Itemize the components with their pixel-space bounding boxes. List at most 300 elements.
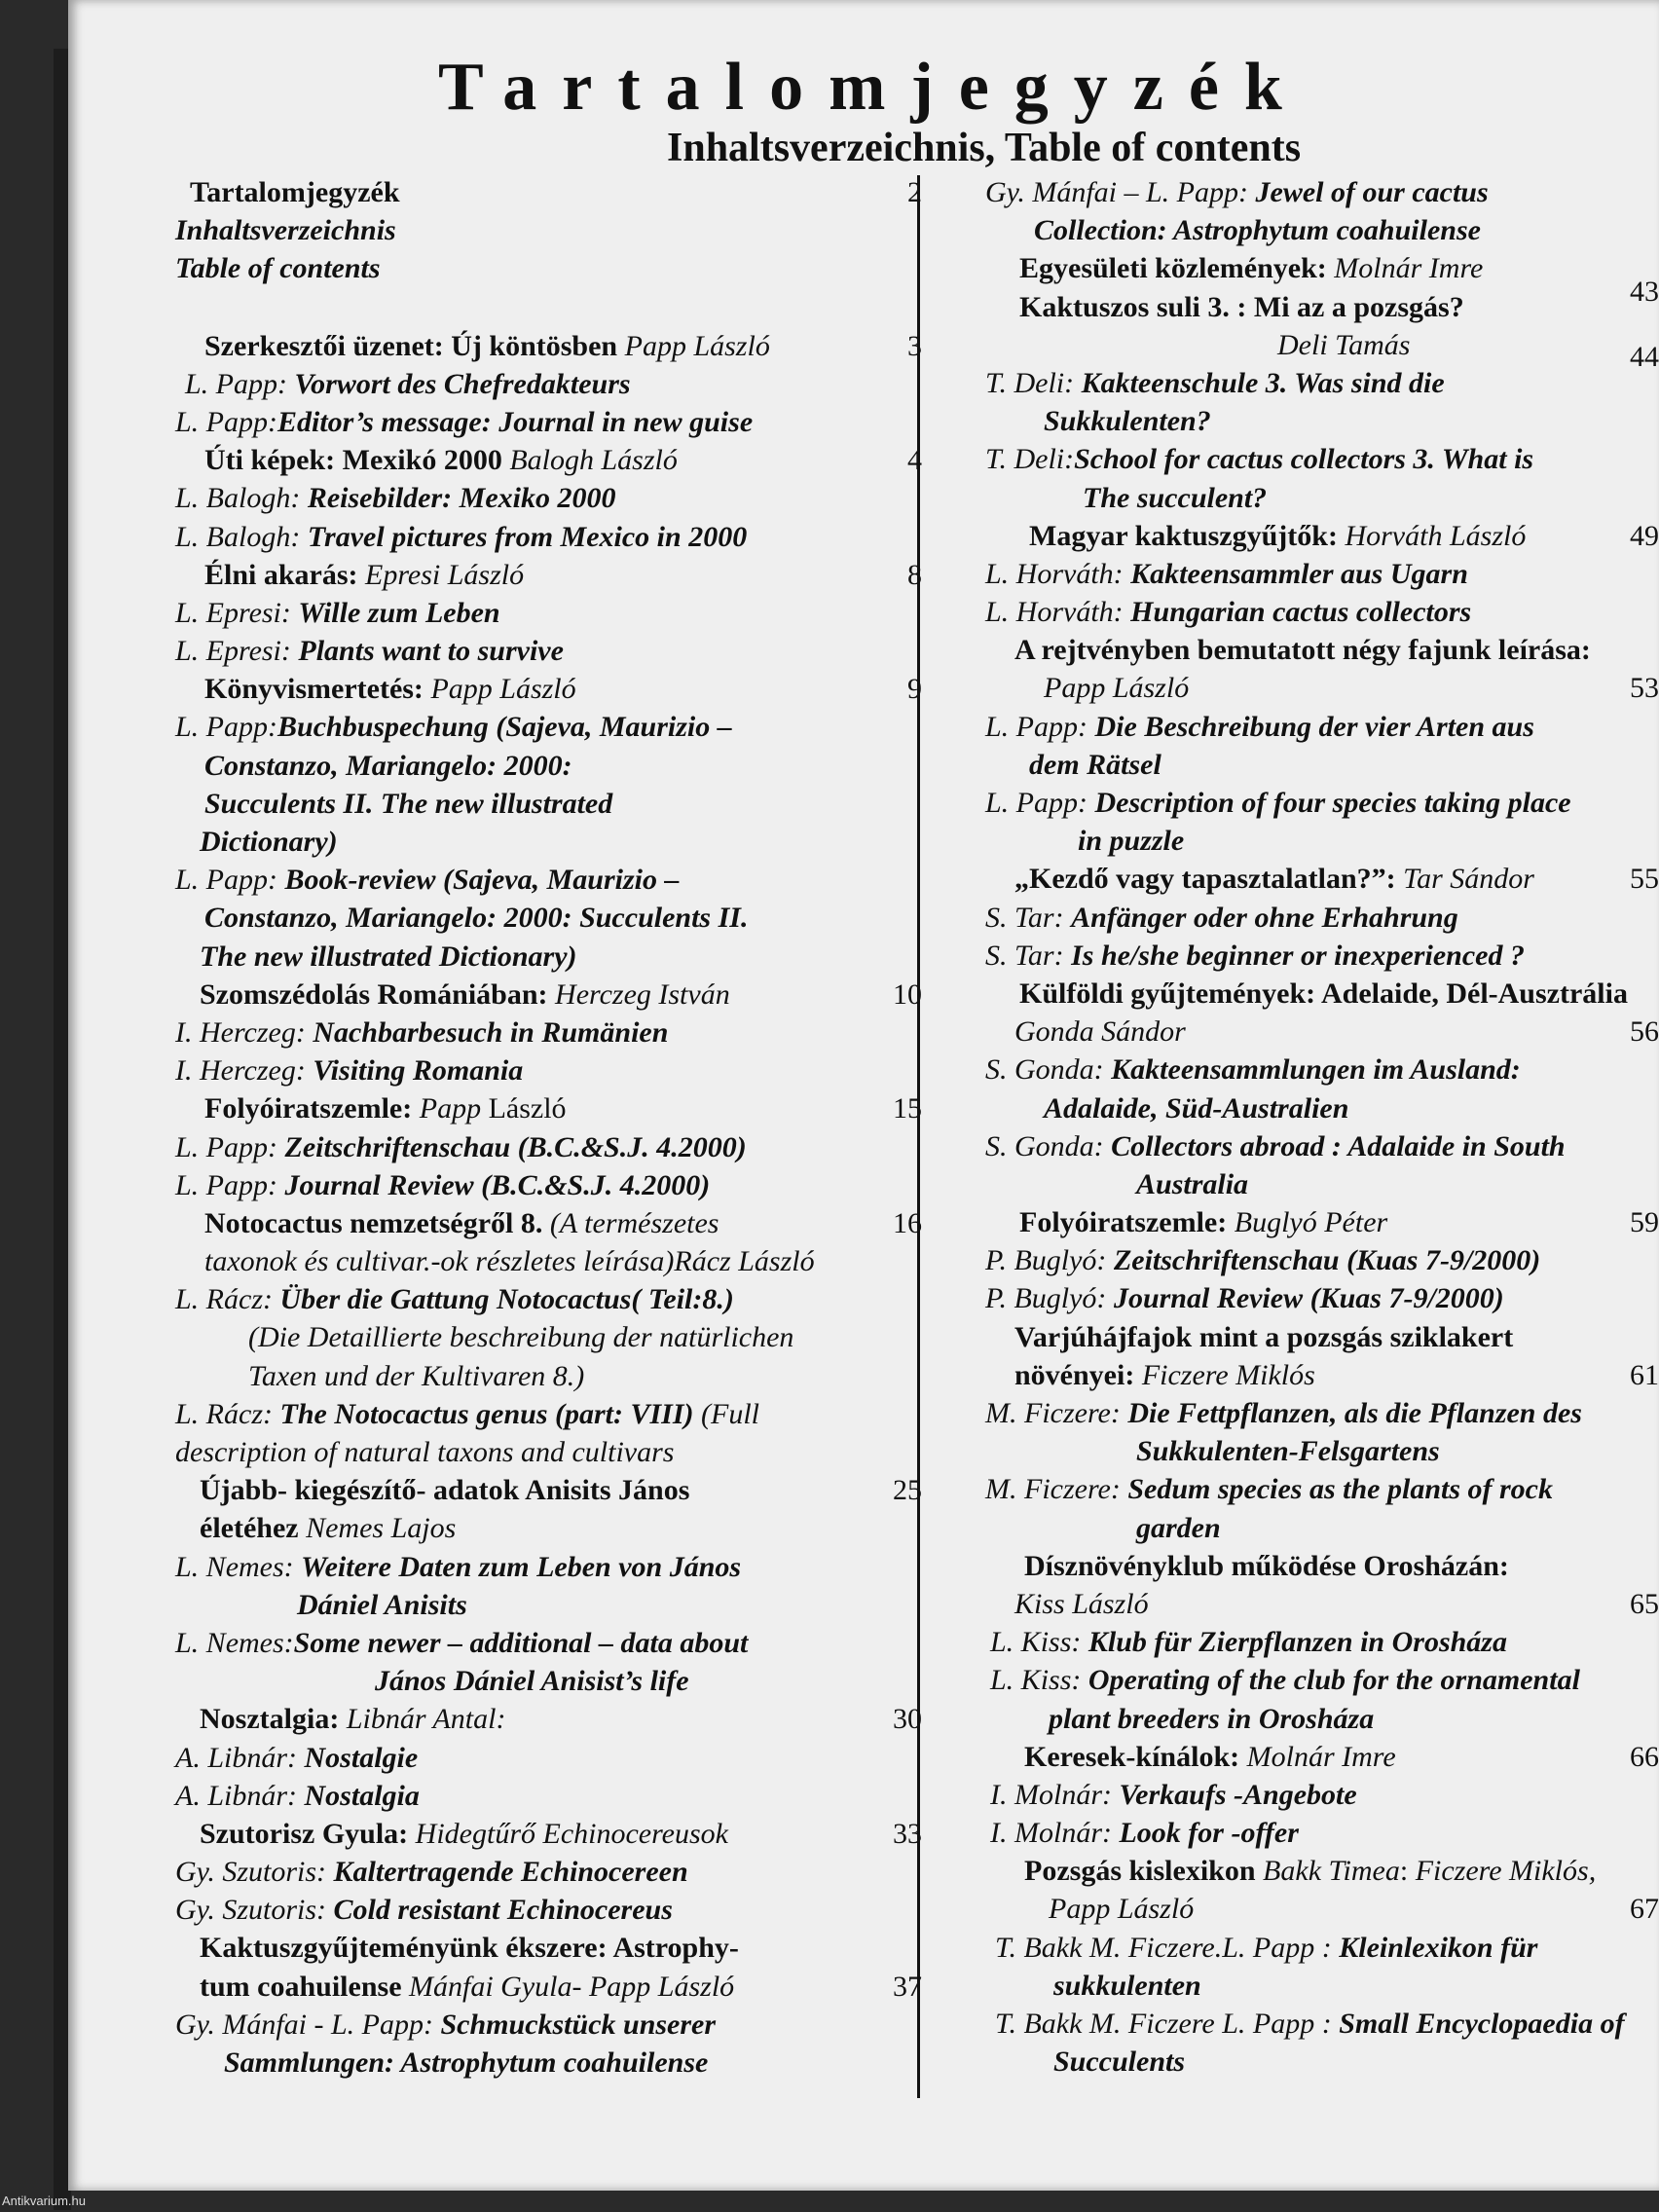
toc-line — [917, 1318, 1657, 1356]
toc-text: (A természetes — [549, 1206, 719, 1239]
toc-text: Kakteensammlungen im Ausland: — [1111, 1053, 1521, 1087]
toc-text: Gonda Sándor — [1014, 1015, 1186, 1049]
toc-line — [161, 441, 910, 479]
toc-page-number: 4 — [907, 444, 922, 477]
toc-text: Egyesületi közlemények: — [1019, 252, 1335, 285]
toc-text: dem Rätsel — [1029, 748, 1161, 781]
toc-text: Kaltertragende Echinocereen — [333, 1856, 688, 1889]
toc-line — [161, 1624, 910, 1662]
toc-text: I. Molnár: — [990, 1817, 1120, 1850]
page-subtitle: Inhaltsverzeichnis, Table of contents — [667, 126, 1302, 170]
toc-text: Újabb- kiegészítő- adatok Anisits János — [200, 1474, 690, 1507]
toc-text: Dániel Anisits — [297, 1588, 467, 1621]
toc-text: Look for -offer — [1119, 1817, 1299, 1850]
toc-line — [917, 1623, 1657, 1661]
toc-text: L. Papp: — [175, 405, 277, 438]
toc-entry — [161, 1815, 922, 1930]
toc-text: Külföldi gyűjtemények: Adelaide, Dél-Ausztrália — [1019, 977, 1628, 1010]
toc-page-number: 44 — [1630, 340, 1659, 373]
toc-text: Deli Tamás — [1277, 328, 1411, 361]
toc-text: Zeitschriftenschau (B.C.&S.J. 4.2000) — [284, 1130, 747, 1163]
toc-text: taxonok és cultivar.-ok részletes leírása)Rácz László — [204, 1245, 815, 1278]
toc-text: L. Rácz: — [175, 1397, 280, 1430]
toc-text: Klub für Zierpflanzen in Orosháza — [1088, 1626, 1507, 1659]
toc-text: Folyóiratszemle: — [204, 1092, 420, 1125]
toc-line — [917, 1394, 1657, 1432]
toc-text: L. Nemes: — [175, 1626, 294, 1659]
toc-text: Szomszédolás Romániában: — [200, 977, 556, 1011]
toc-text: Wille zum Leben — [298, 596, 500, 629]
toc-page-number: 8 — [907, 558, 922, 591]
toc-text: L. Horváth: — [985, 596, 1131, 629]
toc-text: Pozsgás kislexikon — [1024, 1855, 1264, 1888]
toc-page-number: 43 — [1630, 275, 1659, 308]
page-title: Tartalomjegyzék — [438, 50, 1308, 125]
toc-line — [161, 479, 910, 517]
toc-line — [161, 1777, 910, 1815]
toc-line — [917, 479, 1657, 517]
toc-page-number: 65 — [1630, 1587, 1659, 1620]
toc-page-number: 61 — [1630, 1358, 1659, 1391]
toc-line — [161, 1662, 910, 1700]
toc-text: L. Papp: — [985, 710, 1095, 743]
toc-text: L. Horváth: — [985, 557, 1131, 590]
toc-text: Kiss László — [1014, 1587, 1149, 1620]
toc-entry — [161, 441, 922, 556]
toc-text: M. Ficzere: — [985, 1473, 1128, 1506]
toc-text: Dísznövényklub működése Orosházán: — [1024, 1549, 1509, 1582]
toc-text: Kaktuszgyűjteményünk ékszere: Astrophy- — [200, 1932, 739, 1965]
toc-text: Nostalgie — [304, 1741, 419, 1774]
toc-text: Description of four species taking place — [1094, 787, 1571, 819]
toc-text: S. Tar: — [985, 939, 1072, 972]
toc-text: Magyar kaktuszgyűjtők: — [1029, 519, 1346, 552]
toc-text: A rejtvényben bemutatott négy fajunk leírása: — [1014, 634, 1591, 667]
toc-text: The Notocactus genus (part: VIII) — [279, 1397, 702, 1430]
toc-text: Sammlungen: Astrophytum coahuilense — [224, 2046, 709, 2079]
toc-entry — [161, 556, 922, 671]
toc-text: Kakteenschule 3. Was sind die — [1081, 366, 1445, 399]
toc-text: Collection: Astrophytum coahuilense — [1034, 214, 1481, 247]
toc-entry — [917, 1318, 1657, 1547]
toc-text: L. Papp: — [175, 1130, 285, 1163]
toc-text: Sedum species as the plants of rock — [1127, 1473, 1553, 1506]
toc-line — [161, 1433, 910, 1471]
toc-line — [917, 784, 1657, 822]
toc-entry — [917, 1203, 1657, 1318]
toc-line — [161, 1242, 910, 1280]
toc-line — [917, 555, 1657, 593]
toc-text: Mánfai Gyula- Papp László — [409, 1970, 735, 2003]
toc-text: Reisebilder: Mexiko 2000 — [307, 482, 616, 515]
toc-page-number: 9 — [907, 673, 922, 706]
toc-text: Die Beschreibung der vier Arten aus — [1094, 710, 1534, 743]
toc-line — [917, 1852, 1657, 1890]
toc-line — [161, 1968, 910, 2006]
toc-text: Editor’s message: Journal in new guise — [277, 405, 754, 438]
toc-text: Visiting Romania — [313, 1054, 524, 1088]
toc-line — [917, 1738, 1657, 1776]
toc-text: Collectors abroad : Adalaide in South — [1111, 1129, 1566, 1162]
toc-text: Balogh László — [509, 444, 678, 477]
toc-line — [917, 1890, 1657, 1928]
toc-text: Plants want to survive — [298, 635, 564, 668]
toc-entry — [917, 1738, 1657, 1853]
toc-text: Vorwort des Chefredakteurs — [294, 367, 631, 400]
toc-text: L. Papp: — [985, 787, 1095, 819]
toc-text: Cold resistant Echinocereus — [333, 1894, 673, 1927]
toc-line — [161, 1815, 910, 1853]
toc-page-number: 33 — [893, 1817, 922, 1850]
toc-line — [917, 1585, 1657, 1623]
toc-line — [917, 708, 1657, 746]
toc-text: Gy. Szutoris: — [175, 1894, 334, 1927]
toc-line — [917, 899, 1657, 937]
toc-text: Keresek-kínálok: — [1024, 1740, 1247, 1773]
toc-text: Nostalgia — [304, 1779, 420, 1812]
toc-line — [161, 1166, 910, 1204]
toc-text: Folyóiratszemle: — [1019, 1206, 1235, 1239]
watermark: Antikvarium.hu — [2, 2194, 86, 2208]
toc-line — [917, 517, 1657, 555]
toc-text: Table of contents — [175, 252, 381, 285]
toc-line — [161, 938, 910, 976]
toc-page-number: 10 — [893, 977, 922, 1011]
toc-line — [161, 211, 910, 249]
toc-text: L. Epresi: — [175, 635, 299, 668]
toc-line — [917, 1279, 1657, 1317]
toc-line — [161, 403, 910, 441]
toc-line — [161, 249, 910, 287]
toc-line — [917, 173, 1657, 211]
toc-text: Sukkulenten-Felsgartens — [1136, 1435, 1440, 1468]
toc-line — [917, 326, 1657, 364]
toc-text: Succulents II. The new illustrated — [204, 787, 613, 820]
toc-line — [161, 1700, 910, 1738]
toc-line — [917, 364, 1657, 402]
toc-text: in puzzle — [1078, 825, 1185, 858]
toc-line — [161, 1471, 910, 1509]
toc-text: Kakteensammler aus Ugarn — [1130, 557, 1468, 590]
toc-entry — [917, 173, 1657, 249]
toc-line — [917, 746, 1657, 784]
toc-text: Operating of the club for the ornamental — [1088, 1664, 1580, 1697]
toc-text: Anfänger oder ohne Erhahrung — [1071, 901, 1458, 934]
toc-text: T. Deli: — [985, 443, 1075, 476]
toc-entry — [917, 517, 1657, 632]
toc-line — [161, 708, 910, 746]
toc-text: Inhaltsverzeichnis — [175, 214, 396, 247]
toc-text: növényei: — [1014, 1358, 1142, 1391]
toc-line — [917, 1165, 1657, 1203]
toc-text: Kaktuszos suli 3. : Mi az a pozsgás? — [1019, 290, 1464, 323]
toc-line — [917, 860, 1657, 898]
toc-line — [161, 1548, 910, 1586]
toc-text: I. Herczeg: — [175, 1054, 313, 1088]
toc-entry — [161, 327, 922, 442]
toc-text: Epresi László — [365, 558, 525, 591]
toc-line — [161, 594, 910, 632]
toc-text: Papp László — [1049, 1893, 1195, 1926]
left-column — [161, 173, 922, 2082]
toc-text: I. Herczeg: — [175, 1015, 313, 1049]
toc-line — [917, 1013, 1657, 1051]
toc-line — [161, 2044, 910, 2082]
toc-line — [161, 747, 910, 785]
toc-line — [917, 1051, 1657, 1088]
toc-line — [917, 1203, 1657, 1241]
toc-text: János Dániel Anisist’s life — [375, 1665, 689, 1698]
toc-text: L. Rácz: — [175, 1283, 280, 1316]
toc-text: Zeitschriftenschau (Kuas 7-9/2000) — [1113, 1244, 1541, 1277]
toc-text: L. Papp: — [175, 1168, 285, 1201]
toc-line — [161, 2006, 910, 2044]
toc-line — [161, 976, 910, 1014]
toc-text: Papp — [419, 1092, 489, 1125]
toc-text: Varjúhájfajok mint a pozsgás sziklakert — [1014, 1320, 1514, 1353]
toc-line — [161, 899, 910, 937]
toc-line — [161, 1089, 910, 1127]
toc-line — [161, 1014, 910, 1051]
toc-text: Notocactus nemzetségről 8. — [204, 1206, 550, 1239]
toc-text: Úti képek: Mexikó 2000 — [204, 444, 510, 477]
toc-text: (Die Detaillierte beschreibung der natürlichen — [248, 1321, 794, 1354]
toc-line — [161, 861, 910, 899]
toc-text: Nachbarbesuch in Rumänien — [313, 1015, 669, 1049]
toc-text: Sukkulenten? — [1044, 405, 1211, 438]
toc-line — [161, 823, 910, 861]
toc-text: Travel pictures from Mexico in 2000 — [307, 520, 748, 553]
toc-text: L. Kiss: — [990, 1626, 1088, 1659]
toc-text: Hungarian cactus collectors — [1130, 596, 1472, 629]
toc-page-number: 25 — [893, 1474, 922, 1507]
toc-line — [161, 1739, 910, 1777]
toc-text: Schmuckstück unserer — [440, 2008, 717, 2041]
toc-text: L. Kiss: — [990, 1664, 1088, 1697]
toc-text: Szutorisz Gyula: — [200, 1817, 416, 1850]
toc-line — [917, 402, 1657, 440]
toc-text: Weitere Daten zum Leben von János — [301, 1550, 742, 1583]
toc-line — [917, 2005, 1657, 2043]
toc-text: P. Buglyó: — [985, 1244, 1114, 1277]
toc-text: garden — [1136, 1511, 1221, 1544]
toc-text: T. Bakk M. Ficzere L. Papp : — [995, 2008, 1340, 2040]
toc-text: Bakk Timea — [1263, 1855, 1400, 1888]
toc-line — [917, 631, 1657, 669]
toc-text: Nosztalgia: — [200, 1703, 347, 1736]
toc-text: Szerkesztői üzenet: Új köntösben — [204, 329, 625, 362]
toc-text: Small Encyclopaedia of — [1339, 2008, 1625, 2040]
toc-line — [917, 1700, 1657, 1738]
toc-text: Is he/she beginner or inexperienced ? — [1071, 939, 1525, 972]
toc-text: Kleinlexikon für — [1339, 1931, 1538, 1964]
toc-text: L. Epresi: — [175, 596, 299, 629]
toc-line — [917, 1509, 1657, 1547]
spacer — [161, 288, 910, 327]
toc-page-number: 55 — [1630, 863, 1659, 896]
toc-text: : — [1399, 1855, 1416, 1888]
toc-line — [917, 1241, 1657, 1279]
toc-text: plant breeders in Orosháza — [1049, 1702, 1375, 1735]
toc-line — [917, 440, 1657, 478]
toc-text: The new illustrated Dictionary) — [200, 940, 577, 973]
toc-text: Taxen und der Kultivaren 8.) — [248, 1359, 585, 1392]
toc-text: Journal Review (B.C.&S.J. 4.2000) — [284, 1168, 711, 1201]
toc-page-number: 16 — [893, 1206, 922, 1239]
toc-text: Constanzo, Mariangelo: 2000: Succulents II. — [204, 902, 749, 935]
toc-line — [161, 1128, 910, 1166]
toc-line — [161, 1051, 910, 1089]
toc-text: Molnár Imre — [1246, 1740, 1396, 1773]
right-column — [917, 173, 1657, 2081]
toc-text: L. Papp: — [175, 864, 285, 897]
toc-line — [161, 1395, 910, 1433]
toc-text: Élni akarás: — [204, 558, 366, 591]
toc-text: Horváth László — [1345, 519, 1527, 552]
toc-line — [161, 1586, 910, 1624]
toc-line — [161, 1280, 910, 1318]
toc-text: Constanzo, Mariangelo: 2000: — [204, 749, 572, 782]
toc-line — [917, 1356, 1657, 1394]
toc-page-number: 56 — [1630, 1015, 1659, 1049]
toc-text: életéhez — [200, 1512, 307, 1545]
toc-text: Buglyó Péter — [1234, 1206, 1388, 1239]
toc-text: Molnár Imre — [1334, 252, 1484, 285]
toc-line — [161, 1318, 910, 1356]
toc-text: Book-review (Sajeva, Maurizio – — [284, 864, 680, 897]
toc-page-number: 49 — [1630, 519, 1659, 552]
toc-text: I. Molnár: — [990, 1778, 1120, 1811]
toc-page-number: 3 — [907, 329, 922, 362]
toc-page-number: 66 — [1630, 1740, 1659, 1773]
toc-entry — [161, 1204, 922, 1471]
toc-text: S. Gonda: — [985, 1053, 1112, 1087]
toc-text: T. Deli: — [985, 366, 1082, 399]
toc-entry — [917, 288, 1657, 517]
toc-text: Dictionary) — [200, 826, 338, 858]
toc-line — [161, 1891, 910, 1929]
toc-text: A. Libnár: — [175, 1779, 305, 1812]
toc-text: tum coahuilense — [200, 1970, 410, 2003]
toc-line — [917, 249, 1657, 287]
toc-text: L. Nemes: — [175, 1550, 302, 1583]
toc-text: Die Fettpflanzen, als die Pflanzen des — [1127, 1397, 1582, 1429]
toc-line — [917, 937, 1657, 975]
toc-text: Gy. Mánfai - L. Papp: — [175, 2008, 441, 2041]
toc-text: Gy. Mánfai – L. Papp: — [985, 176, 1256, 208]
toc-entry — [917, 631, 1657, 860]
toc-entry — [917, 1547, 1657, 1738]
toc-text: A. Libnár: — [175, 1741, 305, 1774]
toc-line — [917, 1661, 1657, 1699]
toc-text: Papp László — [1044, 672, 1190, 705]
toc-line — [161, 670, 910, 708]
toc-text: S. Gonda: — [985, 1129, 1112, 1162]
toc-line — [917, 1089, 1657, 1127]
toc-text: L. Papp: — [175, 711, 277, 744]
toc-line — [917, 1432, 1657, 1470]
toc-line — [917, 211, 1657, 249]
toc-text: S. Tar: — [985, 901, 1072, 934]
toc-page-number: 30 — [893, 1703, 922, 1736]
toc-line — [917, 975, 1657, 1013]
toc-text: L. Balogh: — [175, 520, 308, 553]
toc-line — [917, 1470, 1657, 1508]
toc-text: Papp László — [430, 673, 576, 706]
toc-text: T. Bakk M. Ficzere.L. Papp : — [995, 1931, 1340, 1964]
toc-line — [161, 785, 910, 823]
toc-text: Papp László — [624, 329, 770, 362]
toc-text: Tartalomjegyzék — [190, 176, 400, 208]
toc-line — [161, 1357, 910, 1395]
toc-line — [917, 2043, 1657, 2081]
toc-line — [917, 1967, 1657, 2005]
toc-entry — [917, 860, 1657, 975]
toc-line — [917, 593, 1657, 631]
toc-text: Buchbuspechung (Sajeva, Maurizio – — [277, 711, 732, 744]
toc-line — [161, 1929, 910, 1967]
toc-line — [917, 1776, 1657, 1814]
toc-text: School for cactus collectors 3. What is — [1074, 443, 1534, 476]
toc-line — [917, 822, 1657, 860]
toc-line — [161, 327, 910, 365]
toc-text: M. Ficzere: — [985, 1397, 1128, 1429]
toc-text: sukkulenten — [1053, 1969, 1201, 2002]
toc-text: Könyvismertetés: — [204, 673, 431, 706]
toc-text: Nemes Lajos — [306, 1512, 457, 1545]
toc-text: Australia — [1136, 1167, 1249, 1200]
book-page — [68, 0, 1659, 2191]
toc-line — [161, 556, 910, 594]
toc-text: Ficzere Miklós, — [1415, 1855, 1597, 1888]
toc-entry — [161, 1700, 922, 1815]
toc-page-number: 2 — [907, 176, 922, 208]
toc-page-number: 53 — [1630, 672, 1659, 705]
toc-text: Journal Review (Kuas 7-9/2000) — [1113, 1282, 1504, 1315]
toc-text: László — [488, 1092, 567, 1125]
toc-text: Hidegtűrő Echinocereusok — [415, 1817, 728, 1850]
toc-page-number: 67 — [1630, 1893, 1659, 1926]
toc-line — [917, 1814, 1657, 1852]
toc-entry — [161, 1471, 922, 1700]
toc-line — [161, 518, 910, 556]
toc-line — [917, 288, 1657, 326]
toc-line — [161, 632, 910, 670]
toc-line — [161, 1853, 910, 1891]
toc-line — [161, 173, 910, 211]
toc-line — [917, 1127, 1657, 1165]
toc-text: (Full — [701, 1397, 760, 1430]
toc-line — [161, 1204, 910, 1242]
toc-line — [917, 669, 1657, 707]
toc-text: L. Papp: — [185, 367, 295, 400]
toc-page-number: 15 — [893, 1092, 922, 1125]
toc-entry — [917, 1852, 1657, 2081]
toc-entry — [161, 1089, 922, 1204]
toc-text: Jewel of our cactus — [1255, 176, 1489, 208]
toc-text: „Kezdő vagy tapasztalatlan?”: — [1014, 863, 1404, 896]
toc-text: Über die Gattung Notocactus( Teil:8.) — [279, 1283, 734, 1316]
toc-text: Herczeg István — [555, 977, 730, 1011]
toc-text: Succulents — [1053, 2046, 1186, 2079]
toc-text: Ficzere Miklós — [1141, 1358, 1315, 1391]
toc-text: Some newer – additional – data about — [293, 1626, 749, 1659]
toc-text: Tar Sándor — [1403, 863, 1534, 896]
toc-line — [161, 365, 910, 403]
toc-entry — [161, 173, 922, 288]
toc-page-number: 37 — [893, 1970, 922, 2003]
toc-line — [917, 1929, 1657, 1967]
